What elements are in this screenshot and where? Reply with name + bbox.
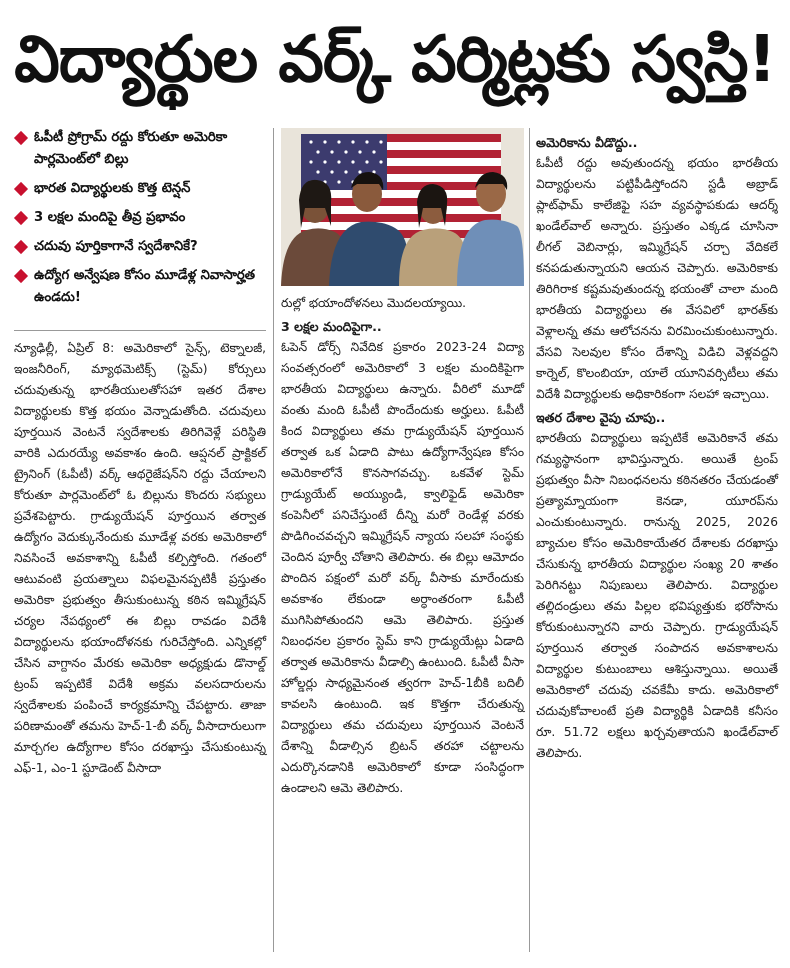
students-flag-image bbox=[281, 128, 524, 286]
diamond-bullet-icon bbox=[14, 211, 28, 225]
highlight-text: ఉద్యోగ అన్వేషణ కోసం మూడేళ్ల నివాసార్హత ఉండదు! bbox=[34, 268, 256, 305]
section-subheading: 3 లక్షల మందిపైగా.. bbox=[281, 319, 382, 334]
highlight-item bbox=[14, 265, 266, 309]
article-column-2 bbox=[281, 293, 524, 799]
article-paragraph: ఓపెన్ డోర్స్ నివేదిక ప్రకారం 2023-24 విద్యా సంవత్సరంలో అమెరికాలో 3 లక్షల మందికిపైగా భారతీయ విద్యార్థులు ఉన్నారు. వీరిలో మూడో వంతు మంది ఓపీటీ పొందేందుకు అర్హులు. ఓపీటీ కింద విద్యార్థులు తమ గ్రాడ్యుయేషన్ పూర్తయిన తర్వాత ఒక ఏడాది పాటు ఉద్యోగాన్వేషణ కోసం అమెరికాలోనే కొనసాగవచ్చు. ఒకవేళ స్టెమ్ గ్రాడ్యుయేట్ అయ్యుండి, క్వాలిఫైడ్ అమెరికా కంపెనీలో పనిచేస్తుంటే దీన్ని మరో రెండేళ్ల వరకు పొడిగించవచ్చని ఇమ్మిగ్రేషన్ న్యాయ సలహా సంస్థకు చెందిన పూర్వీ చోతాని తెలిపారు. ఈ బిల్లు ఆమోదం పొందిన పక్షంలో మరో వర్క్ వీసాకు మారేందుకు అవకాశం లేకుండా అర్ధాంతరంగా ఓపీటీ ముగిసిపోతుందని ఆమె తెలిపారు. ప్రస్తుత నిబంధనల ప్రకారం స్టెమ్ కాని గ్రాడ్యుయేట్లు ఏడాది తర్వాత అమెరికాను వీడాల్సి ఉంటుంది. ఓపీటీ వీసా హోల్డర్లు సాధ్యమైనంత త్వరగా హెచ్-1బీకి బదిలీ కావలసి ఉంటుంది. ఇక కొత్తగా చేరుతున్న విద్యార్థులు తమ చదువులు పూర్తయిన వెంటనే దేశాన్ని వీడాల్సిన బ్రిటన్ తరహా చట్టాలను ఎదుర్కొనడానికి అమెరికాలో కూడా సంసిద్ధంగా ఉండాలని ఆమె తెలిపారు. bbox=[281, 340, 524, 795]
highlight-text: 3 లక్షల మందిపై తీవ్ర ప్రభావం bbox=[34, 210, 186, 225]
section-subheading: అమెరికాను వీడొద్దు.. bbox=[536, 135, 638, 150]
article-paragraph: న్యూఢిల్లీ, ఏప్రిల్ 8: అమెరికాలో సైన్స్, టెక్నాలజీ, ఇంజనీరింగ్, మ్యాథమెటిక్స్ (స్టెమ్) కోర్సులు చదువుతున్న భారతీయులతోసహా ఇతర దేశాల విద్యార్థులకు కొత్త భయం వెన్నాడుతోంది. చదువులు పూర్తయిన వెంటనే స్వదేశాలకు తిరిగివెళ్లే పరిస్థితి వారికి ఎదురయ్యే అవకాశం ఉంది. ఆప్షనల్ ప్రాక్టికల్ ట్రైనింగ్ (ఓపీటీ) వర్క్ ఆథరైజేషన్‌ని రద్దు చేయాలని కోరుతూ పార్లమెంట్‌లో ఓ బిల్లును కొందరు సభ్యులు ప్రవేశపెట్టారు. గ్రాడ్యుయేషన్ పూర్తయిన తర్వాత ఉద్యోగం వెదుక్కునేందుకు మూడేళ్ల వరకు అమెరికాలో నివసించే అవకాశాన్ని ఓపీటీ కల్పిస్తోంది. గతంలో ఆటువంటి ప్రయత్నాలు విఫలమైనప్పటికీ ప్రస్తుతం అమెరికా ప్రభుత్వం తీసుకుంటున్న కఠిన ఇమ్మిగ్రేషన్ చర్యల నేపథ్యంలో ఈ బిల్లు రావడం విదేశీ విద్యార్థులను భయాందోళనకు గురిచేస్తోంది. ఎన్నికల్లో చేసిన వాగ్దానం మేరకు అమెరికా అధ్యక్షుడు డొనాల్డ్ ట్రంప్ ఇప్పటికే విదేశీ అక్రమ వలసదారులను స్వదేశాలకు పంపించే కార్యక్రమాన్ని చేపట్టారు. తాజా పరిణామంతో తమను హెచ్-1-బీ వర్క్ వీసాదారులుగా మార్చగల ఉద్యోగాల కోసం దరఖాస్తు చేసుకుంటున్న ఎఫ్-1, ఎం-1 స్టూడెంట్ వీసాదా bbox=[14, 341, 266, 775]
news-photo bbox=[281, 128, 524, 286]
article-paragraph: ఓపీటీ రద్దు అవుతుందన్న భయం భారతీయ విద్యార్థులను పట్టిపీడిస్తోందని స్టడీ అబ్రాడ్ ప్లాట్‌ఫామ్ కాలేజిఫై సహ వ్యవస్థాపకుడు ఆదర్శ్ ఖండేల్‌వాల్ అన్నారు. ప్రస్తుతం ఎక్కడ చూసినా లీగల్ వెబినార్లు, ఇమ్మిగ్రేషన్ చర్చా వేదికలే కనపడుతున్నాయని ఆయన చెప్పారు. అమెరికాకు తిరిగిరాక కష్టమవుతుందన్న భయంతో చాలా మంది భారతీయ విద్యార్థులు ఈ వేసవిలో భారత్‌కు వెళ్లాలన్న తమ ఆలోచనను విరమించుకుంటున్నారు. వేసవి సెలవుల కోసం దేశాన్ని విడిచి వెళ్లవద్దని కార్నెల్, కొలంబియా, యాలే యూనివర్సిటీలు తమ విదేశీ విద్యార్థులకు అధికారికంగా సలహా ఇచ్చాయి. bbox=[536, 156, 778, 401]
article-column-1 bbox=[14, 338, 266, 779]
headline: విద్యార్థుల వర్క్ పర్మిట్లకు స్వస్తి! bbox=[14, 23, 776, 97]
article-paragraph: రుల్లో భయాందోళనలు మొదలయ్యాయి. bbox=[281, 296, 466, 310]
article-paragraph: భారతీయ విద్యార్థులు ఇప్పటికే అమెరికానే తమ గమ్యస్థానంగా భావిస్తున్నారు. అయితే ట్రంప్ ప్రభుత్వం వీసా నిబంధనలను కఠినతరం చేయడంతో ప్రత్యామ్నాయంగా కెనడా, యూరప్‌ను ఎంచుకుంటున్నారు. రానున్న 2025, 2026 బ్యాచుల కోసం అమెరికాయేతర దేశాలకు దరఖాస్తు చేసుకున్న భారతీయ విద్యార్థుల సంఖ్య 20 శాతం పెరిగినట్టు నిపుణులు తెలిపారు. విద్యార్థుల తల్లిదండ్రులు తమ పిల్లల భవిష్యత్తుకు భరోసాను కోరుకుంటున్నారని వారు చెప్పారు. గ్రాడ్యుయేషన్ పూర్తయిన తర్వాత సంపాదన అవకాశాలను విద్యార్థుల కుటుంబాలు ఆశిస్తున్నాయి. అయితే అమెరికాలో చదువు చవకేమీ కాదు. అమెరికాలో చదువుకోవాలంటే ప్రతి విద్యార్థికి ఏడాదికి కనీసం రూ. 51.72 లక్షలు ఖర్చవుతాయని ఖండేల్‌వాల్ తెలిపారు. bbox=[536, 431, 778, 760]
highlight-item bbox=[14, 236, 266, 258]
highlights-divider bbox=[14, 330, 266, 331]
highlight-item bbox=[14, 207, 266, 229]
highlight-text: ఓపీటీ ప్రోగ్రామ్ రద్దు కోరుతూ అమెరికా పార్లమెంట్‌లో బిల్లు bbox=[34, 130, 228, 167]
article-column-3 bbox=[536, 130, 778, 764]
column-divider bbox=[529, 128, 530, 952]
diamond-bullet-icon bbox=[14, 269, 28, 283]
highlight-item bbox=[14, 127, 266, 171]
diamond-bullet-icon bbox=[14, 182, 28, 196]
column-divider bbox=[273, 128, 274, 952]
highlight-text: చదువు పూర్తికాగానే స్వదేశానికే? bbox=[34, 239, 198, 254]
diamond-bullet-icon bbox=[14, 240, 28, 254]
diamond-bullet-icon bbox=[14, 131, 28, 145]
highlight-text: భారత విద్యార్థులకు కొత్త టెన్షన్ bbox=[34, 181, 191, 196]
highlight-item bbox=[14, 178, 266, 200]
highlights-list bbox=[14, 127, 266, 323]
section-subheading: ఇతర దేశాల వైపు చూపు.. bbox=[536, 410, 666, 425]
